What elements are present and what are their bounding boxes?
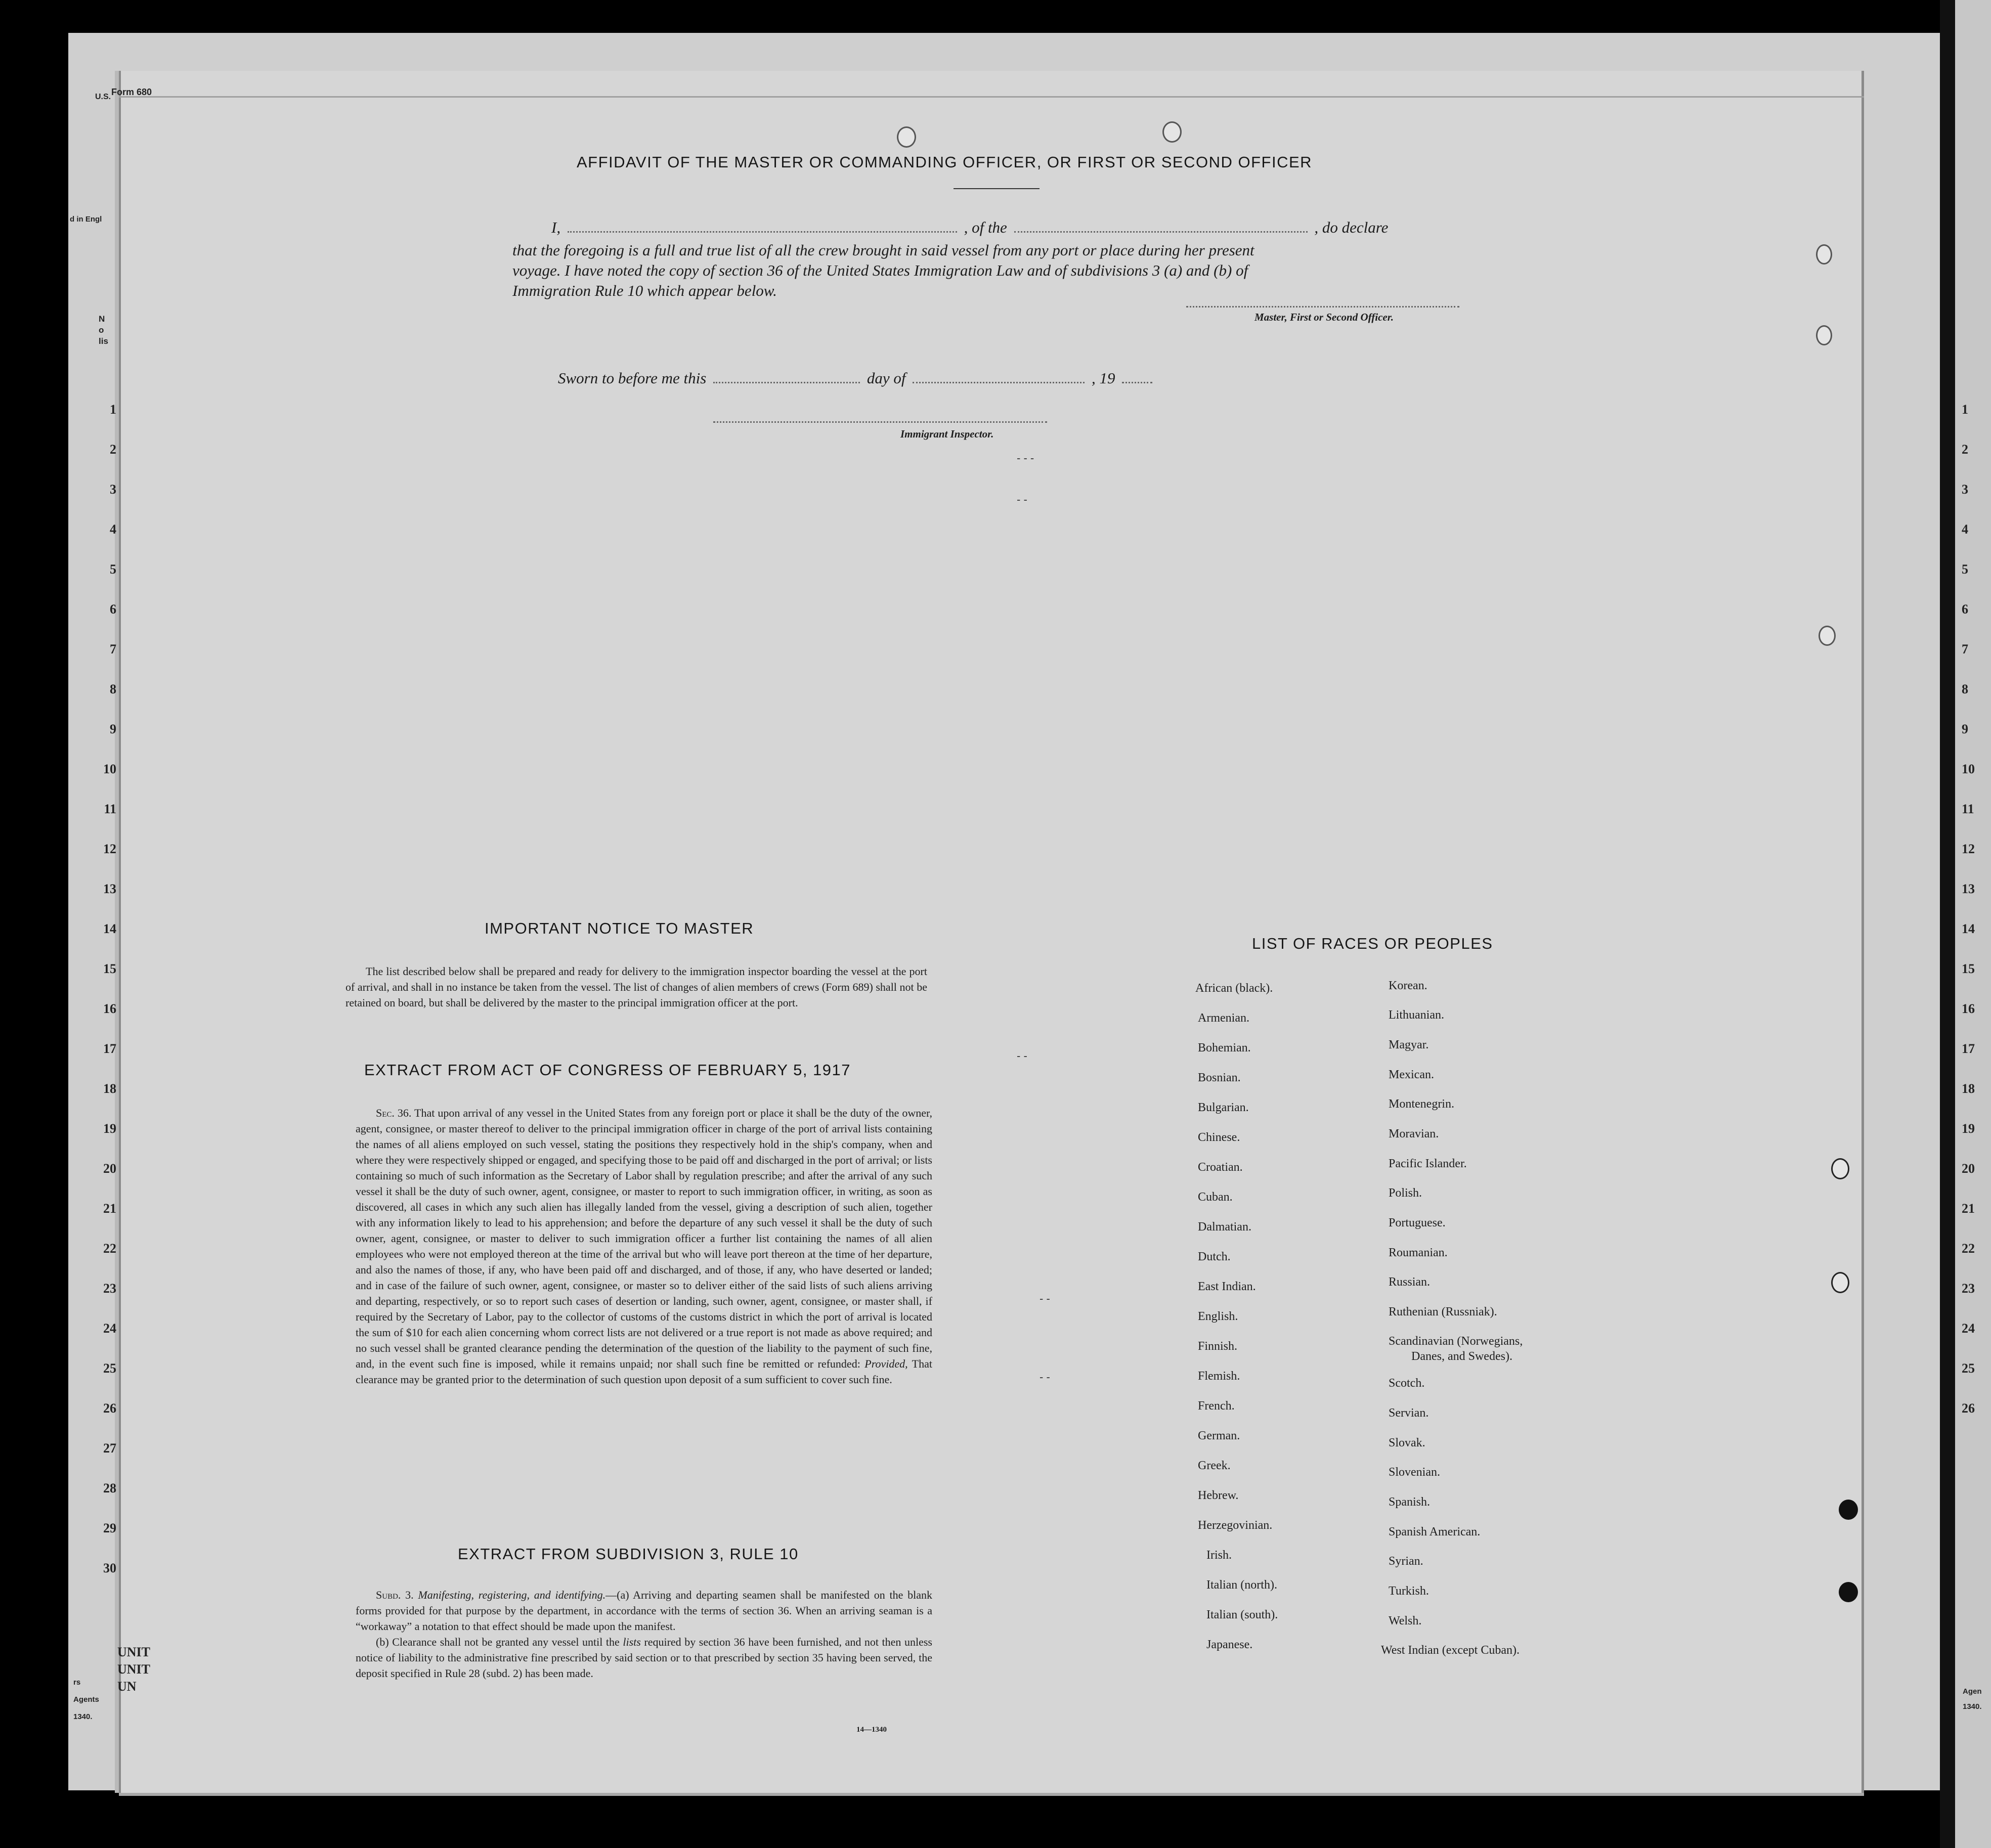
race-entry: Croatian. xyxy=(1198,1161,1243,1174)
row-number: 26 xyxy=(103,1401,116,1416)
row-number: 25 xyxy=(1962,1361,1975,1376)
race-entry: Dutch. xyxy=(1198,1250,1231,1263)
subd-label: Subd. 3. xyxy=(376,1589,414,1601)
bottom-fragment: UNIT xyxy=(117,1645,151,1659)
race-entry: Greek. xyxy=(1198,1459,1231,1472)
section-36-text xyxy=(356,1105,932,1387)
row-number: 4 xyxy=(1962,522,1968,537)
row-number: 15 xyxy=(1962,961,1975,976)
row-number: 14 xyxy=(103,921,116,936)
row-number: 2 xyxy=(1962,442,1968,457)
name-blank xyxy=(568,230,957,233)
row-number: 1 xyxy=(1962,402,1968,417)
bottom-fragment: UNIT xyxy=(117,1662,151,1677)
master-signature-caption: Master, First or Second Officer. xyxy=(1254,311,1394,323)
bottom-fragment: UN xyxy=(117,1679,137,1694)
row-number: 21 xyxy=(103,1201,116,1216)
row-number: 23 xyxy=(1962,1281,1975,1296)
race-entry: Slovenian. xyxy=(1389,1466,1440,1479)
sworn-day-blank xyxy=(713,381,860,383)
row-number: 3 xyxy=(1962,482,1968,497)
sheet-edge-left xyxy=(119,71,121,1793)
race-entry: Syrian. xyxy=(1389,1555,1423,1568)
row-number: 21 xyxy=(1962,1201,1975,1216)
race-entry: Italian (north). xyxy=(1206,1578,1277,1592)
affidavit-title: AFFIDAVIT OF THE MASTER OR COMMANDING OFFICER, OR FIRST OR SECOND OFFICER xyxy=(577,153,1313,171)
race-entry: Mexican. xyxy=(1389,1068,1434,1081)
race-entry: Chinese. xyxy=(1198,1131,1240,1144)
bottom-left-small xyxy=(73,1674,99,1726)
race-entry: Spanish. xyxy=(1389,1495,1431,1509)
row-number: 2 xyxy=(110,442,116,457)
row-number: 8 xyxy=(110,682,116,696)
sheet-edge-right xyxy=(1862,71,1864,1793)
race-entry: Flemish. xyxy=(1198,1370,1240,1383)
race-entry: Danes, and Swedes). xyxy=(1411,1350,1512,1363)
row-number: 26 xyxy=(1962,1401,1975,1416)
vessel-blank xyxy=(1014,230,1308,233)
row-number: 9 xyxy=(110,722,116,736)
row-number: 13 xyxy=(103,882,116,896)
section-label: Sec. 36. xyxy=(376,1107,412,1119)
sheet-top-fold xyxy=(119,96,1864,98)
affidavit-i: I, xyxy=(551,218,561,236)
race-entry: Turkish. xyxy=(1389,1585,1429,1598)
subd-a-text xyxy=(356,1587,932,1634)
column-header-fragment: d in Engl xyxy=(70,215,102,224)
race-entry: Herzegovinian. xyxy=(1198,1519,1273,1532)
row-number: 5 xyxy=(1962,562,1968,577)
race-entry: German. xyxy=(1198,1429,1240,1442)
row-number: 30 xyxy=(103,1561,116,1575)
bottom-small-text: Agen xyxy=(1963,1687,1982,1696)
us-label: U.S. xyxy=(95,93,111,101)
row-number: 1 xyxy=(110,402,116,417)
row-number: 27 xyxy=(103,1441,116,1456)
row-number: 25 xyxy=(103,1361,116,1376)
ink-dot xyxy=(1839,1582,1858,1602)
bottom-right-small xyxy=(1963,1684,1982,1714)
race-entry: Moravian. xyxy=(1389,1127,1439,1140)
affidavit-text-line: Immigration Rule 10 which appear below. xyxy=(512,282,777,299)
row-number: 20 xyxy=(103,1161,116,1176)
row-number: 17 xyxy=(103,1041,116,1056)
race-entry: African (black). xyxy=(1195,982,1273,995)
sworn-month-blank xyxy=(913,381,1085,383)
bleed-mark: - - xyxy=(1040,1292,1050,1305)
row-number: 19 xyxy=(103,1121,116,1136)
punch-hole xyxy=(1816,325,1832,345)
row-number: 22 xyxy=(1962,1241,1975,1256)
races-title: LIST OF RACES OR PEOPLES xyxy=(1252,935,1493,952)
row-number: 9 xyxy=(1962,722,1968,736)
race-entry: Portuguese. xyxy=(1389,1216,1446,1229)
race-entry: Japanese. xyxy=(1206,1638,1253,1651)
sworn-line xyxy=(558,368,1155,388)
race-entry: Italian (south). xyxy=(1206,1608,1278,1621)
race-entry: Montenegrin. xyxy=(1389,1097,1454,1111)
rule-extract-title: EXTRACT FROM SUBDIVISION 3, RULE 10 xyxy=(458,1545,799,1563)
race-entry: Russian. xyxy=(1389,1275,1431,1289)
row-number: 4 xyxy=(110,522,116,537)
affidavit-of-the: , of the xyxy=(964,218,1007,236)
section-text-end: That clearance may be granted prior to the determination of such question upon deposit of a sum sufficient to cover such fine. xyxy=(356,1357,932,1386)
race-entry: Magyar. xyxy=(1389,1038,1429,1051)
row-header-fragment-line: lis xyxy=(99,336,108,346)
row-number: 24 xyxy=(1962,1321,1975,1336)
form-print-code: 14—1340 xyxy=(856,1726,887,1734)
row-number: 5 xyxy=(110,562,116,577)
row-number: 17 xyxy=(1962,1041,1975,1056)
row-number: 12 xyxy=(103,842,116,856)
row-number: 10 xyxy=(1962,762,1975,776)
row-header-fragment xyxy=(99,314,108,347)
row-number: 20 xyxy=(1962,1161,1975,1176)
row-header-fragment-line: N xyxy=(99,314,105,324)
act-extract-body xyxy=(356,1105,932,1387)
row-number: 11 xyxy=(104,802,116,816)
row-number: 13 xyxy=(1962,882,1975,896)
subd-a-body: Arriving and departing seamen shall be manifested on the blank forms provided for that purpose by the department, in accordance with the terms of section 36. When an arriving seaman is a “workaway” a notation to that effect should be made upon the manifest. xyxy=(356,1589,933,1633)
affidavit-do-declare: , do declare xyxy=(1314,218,1389,236)
row-number: 6 xyxy=(1962,602,1968,617)
bleed-mark: - - xyxy=(1040,1371,1050,1383)
title-rule xyxy=(954,188,1040,189)
row-number: 12 xyxy=(1962,842,1975,856)
race-entry: Pacific Islander. xyxy=(1389,1157,1467,1170)
row-number: 8 xyxy=(1962,682,1968,696)
provided-label: Provided, xyxy=(864,1357,908,1370)
row-header-fragment-line: o xyxy=(99,325,104,335)
row-number: 6 xyxy=(110,602,116,617)
notice-text: The list described below shall be prepared and ready for delivery to the immigration inspector boarding the vessel at the port of arrival, and shall in no instance be taken from the vessel. The list of changes of alien members of crews (Form 689) shall not be retained on board, but shall be delivered by the master to the principal immigration officer at the port. xyxy=(345,965,927,1009)
bottom-small-text: rs xyxy=(73,1678,81,1687)
master-signature-line xyxy=(1186,306,1459,307)
race-entry: Polish. xyxy=(1389,1186,1422,1200)
race-entry: French. xyxy=(1198,1399,1235,1413)
race-entry: Welsh. xyxy=(1389,1614,1422,1627)
affidavit-text-line: voyage. I have noted the copy of section 36 of the United States Immigration Law and of subdivisions 3 (a) and (b) of xyxy=(512,261,1248,279)
punch-hole xyxy=(1831,1272,1849,1293)
row-number: 3 xyxy=(110,482,116,497)
punch-hole xyxy=(1816,244,1832,265)
inspector-caption: Immigrant Inspector. xyxy=(900,428,994,440)
day-of-label: day of xyxy=(867,369,906,387)
row-number: 18 xyxy=(103,1081,116,1096)
race-entry: Scandinavian (Norwegians, xyxy=(1389,1335,1523,1348)
row-number: 14 xyxy=(1962,921,1975,936)
subd-b-label: (b) xyxy=(376,1636,389,1648)
sworn-to-label: Sworn to before me this xyxy=(558,369,707,387)
bleed-mark: - - - xyxy=(1017,452,1034,464)
race-entry: Finnish. xyxy=(1198,1340,1238,1353)
page-gap-right xyxy=(1940,0,1955,1848)
bleed-mark: - - xyxy=(1017,493,1027,506)
race-entry: Irish. xyxy=(1206,1549,1232,1562)
row-number: 22 xyxy=(103,1241,116,1256)
row-number: 11 xyxy=(1962,802,1974,816)
race-entry: Servian. xyxy=(1389,1406,1429,1420)
ink-dot xyxy=(1839,1500,1858,1520)
bleed-mark: - - xyxy=(1017,1049,1027,1062)
notice-body xyxy=(345,963,927,1010)
race-entry: Bohemian. xyxy=(1198,1041,1251,1054)
subd-b-text xyxy=(356,1634,932,1681)
bottom-small-text: 1340. xyxy=(73,1712,93,1721)
race-entry: Scotch. xyxy=(1389,1377,1425,1390)
race-entry: Bosnian. xyxy=(1198,1071,1241,1084)
row-number: 16 xyxy=(103,1001,116,1016)
race-entry: Dalmatian. xyxy=(1198,1220,1251,1234)
bottom-left-fragments xyxy=(117,1644,150,1695)
row-number: 19 xyxy=(1962,1121,1975,1136)
affidavit-body xyxy=(512,240,1479,301)
affidavit-sheet xyxy=(119,71,1864,1793)
row-number: 7 xyxy=(110,642,116,656)
subd-b-body-1: Clearance shall not be granted any vessel until the xyxy=(388,1636,623,1648)
race-entry: Lithuanian. xyxy=(1389,1008,1444,1022)
subd-b-lists: lists xyxy=(623,1636,641,1648)
row-number: 15 xyxy=(103,961,116,976)
race-entry: Cuban. xyxy=(1198,1191,1233,1204)
row-number: 10 xyxy=(103,762,116,776)
year-label: , 19 xyxy=(1091,369,1115,387)
affidavit-text-line: that the foregoing is a full and true list of all the crew brought in said vessel from any port or place during her present xyxy=(512,241,1254,259)
race-entry: Slovak. xyxy=(1389,1436,1425,1449)
race-entry: Hebrew. xyxy=(1198,1489,1239,1502)
punch-hole xyxy=(1819,626,1836,646)
subd-heading: Manifesting, registering, and identifying. xyxy=(418,1589,606,1601)
race-entry: Bulgarian. xyxy=(1198,1101,1249,1114)
row-number: 7 xyxy=(1962,642,1968,656)
subd-a-label: —(a) xyxy=(605,1589,629,1601)
row-number: 28 xyxy=(103,1481,116,1495)
sworn-year-blank xyxy=(1122,381,1152,383)
race-entry: Ruthenian (Russniak). xyxy=(1389,1305,1497,1318)
race-entry: East Indian. xyxy=(1198,1280,1256,1293)
row-number: 29 xyxy=(103,1521,116,1535)
row-number: 23 xyxy=(103,1281,116,1296)
subd-b-body-2: required by section 36 have been furnished, and not then unless notice of liability to the administrative fine prescribed by said section or to that prescribed by section 35 having been served, the deposit specified in Rule 28 (subd. 2) has been made. xyxy=(356,1636,932,1680)
race-entry: Roumanian. xyxy=(1389,1246,1448,1259)
affidavit-declaration-line xyxy=(551,217,1477,238)
race-entry: West Indian (except Cuban). xyxy=(1381,1644,1520,1657)
race-entry: Korean. xyxy=(1389,979,1427,992)
row-number: 16 xyxy=(1962,1001,1975,1016)
row-number: 18 xyxy=(1962,1081,1975,1096)
bottom-small-text: 1340. xyxy=(1963,1702,1982,1711)
race-entry: English. xyxy=(1198,1310,1238,1323)
form-number-label: Form 680 xyxy=(111,87,152,97)
punch-hole xyxy=(1162,121,1182,143)
row-number: 24 xyxy=(103,1321,116,1336)
section-text: That upon arrival of any vessel in the United States from any foreign port or place it shall be the duty of the owner, agent, consignee, or master thereof to deliver to the principal immigration officer in charge of the port of arrival lists containing the names of all aliens employed on such vessel, stating the positions they respectively hold in the ship's company, when and where they were respectively shipped or engaged, and specifying those to be paid off and discharged in the port of arrival; or lists containing so much of such information as the Secretary of Labor shall by regulation prescribe; and after the arrival of any such vessel it shall be the duty of such owner, agent, consignee, or master to report to such immigration officer, in writing, as soon as discovered, all cases in which any such alien has illegally landed from the vessel, giving a description of such alien, together with any information likely to lead to his apprehension; and before the departure of any such vessel it shall be the duty of such owner, agent, consignee, or master to deliver to such immigration officer a further list containing the names of all alien employees who were not employed thereon at the time of the arrival but who will leave port thereon at the time of her departure, and also the names of those, if any, who have been paid off and discharged, and of those, if any, who have deserted or landed; and in case of the failure of such owner, agent, consignee, or master so to deliver either of the said lists of such aliens arriving and departing, respectively, or so to report such cases of desertion or landing, such owner, agent, consignee, or master shall, if required by the Secretary of Labor, pay to the collector of customs of the customs district in which the port of arrival is located the sum of $10 for each alien concerning whom correct lists are not delivered or a true report is not made as above required; and no such vessel shall be granted clearance pending the determination of the question of the liability to the payment of such fine, and, in the event such fine is imposed, while it remains unpaid; nor shall such fine be remitted or refunded: xyxy=(356,1107,932,1370)
act-extract-title: EXTRACT FROM ACT OF CONGRESS OF FEBRUARY 5, 1917 xyxy=(364,1061,851,1079)
punch-hole xyxy=(1831,1158,1849,1179)
bottom-small-text: Agents xyxy=(73,1695,99,1704)
notice-title: IMPORTANT NOTICE TO MASTER xyxy=(485,919,754,937)
punch-hole xyxy=(897,126,916,148)
inspector-signature-line xyxy=(713,421,1047,423)
rule-extract-body xyxy=(356,1587,932,1681)
race-entry: Armenian. xyxy=(1198,1011,1249,1025)
race-entry: Spanish American. xyxy=(1389,1525,1481,1538)
